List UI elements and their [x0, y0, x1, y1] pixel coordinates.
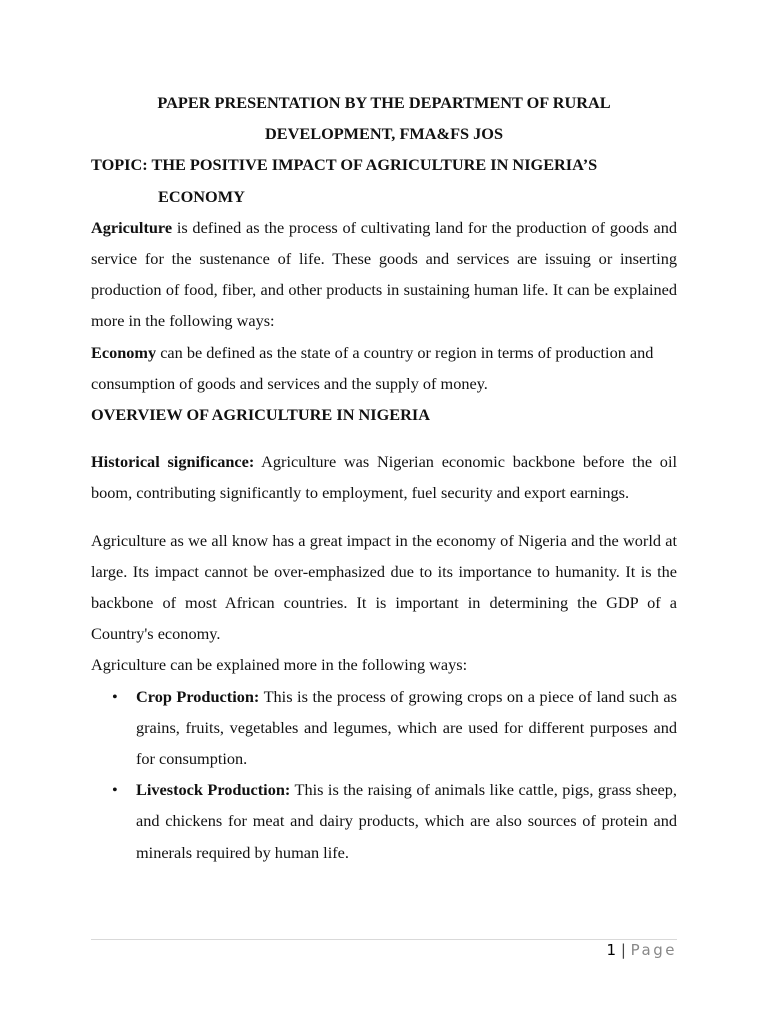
agriculture-term: Agriculture: [91, 217, 173, 237]
topic-line-2: ECONOMY: [158, 186, 245, 206]
agriculture-definition-text: is defined as the process of cultivating land for the production of goods and service for the sustenance of life. These goods and services are issuing or inserting production of food, fiber, and other products in sustaining human life. It can be explained more in the following ways:: [91, 217, 677, 331]
topic-heading: [91, 149, 677, 211]
production-list: [91, 681, 677, 868]
economy-definition-text: can be defined as the state of a country or region in terms of production and consumption of goods and services and the supply of money.: [91, 342, 654, 393]
page-content: [91, 87, 677, 868]
bullet-icon: •: [112, 780, 118, 800]
impact-paragraph: Agriculture as we all know has a great impact in the economy of Nigeria and the world at large. Its impact cannot be over-emphasized due to its importance to humanity. It is the backbone of most African countries. It is important in determining the GDP of a Country's economy.: [91, 530, 677, 644]
bullet-icon: •: [112, 686, 118, 706]
ways-intro: Agriculture can be explained more in the following ways:: [91, 655, 468, 675]
crop-production-term: Crop Production:: [136, 686, 260, 706]
footer-separator: |: [620, 941, 626, 959]
topic-line-1: TOPIC: THE POSITIVE IMPACT OF AGRICULTURE IN NIGERIA’S: [91, 155, 598, 175]
economy-definition: [91, 337, 677, 399]
agriculture-definition: [91, 212, 677, 337]
overview-heading: OVERVIEW OF AGRICULTURE IN NIGERIA: [91, 405, 430, 425]
historical-significance-text: Agriculture was Nigerian economic backbone before the oil boom, contributing significantly to employment, fuel security and export earnings.: [91, 452, 677, 503]
livestock-production-term: Livestock Production:: [136, 780, 291, 800]
list-item-livestock-production: [112, 774, 677, 868]
livestock-production-text: This is the raising of animals like cattle, pigs, grass sheep, and chickens for meat and dairy products, which are also sources of protein and minerals required by human life.: [136, 780, 677, 862]
page-label: Page: [630, 941, 677, 959]
historical-significance-paragraph: [91, 446, 677, 508]
title-line-2: DEVELOPMENT, FMA&FS JOS: [264, 124, 504, 144]
page-footer: [91, 939, 677, 961]
document-title: [91, 87, 677, 149]
crop-production-text: This is the process of growing crops on a piece of land such as grains, fruits, vegetables and legumes, which are used for different purposes and for consumption.: [136, 686, 677, 769]
title-line-1: PAPER PRESENTATION BY THE DEPARTMENT OF RURAL: [157, 93, 611, 112]
list-item-crop-production: [112, 681, 677, 775]
page-number: 1: [606, 941, 617, 959]
economy-term: Economy: [91, 342, 157, 362]
historical-significance-term: Historical significance:: [91, 452, 255, 472]
